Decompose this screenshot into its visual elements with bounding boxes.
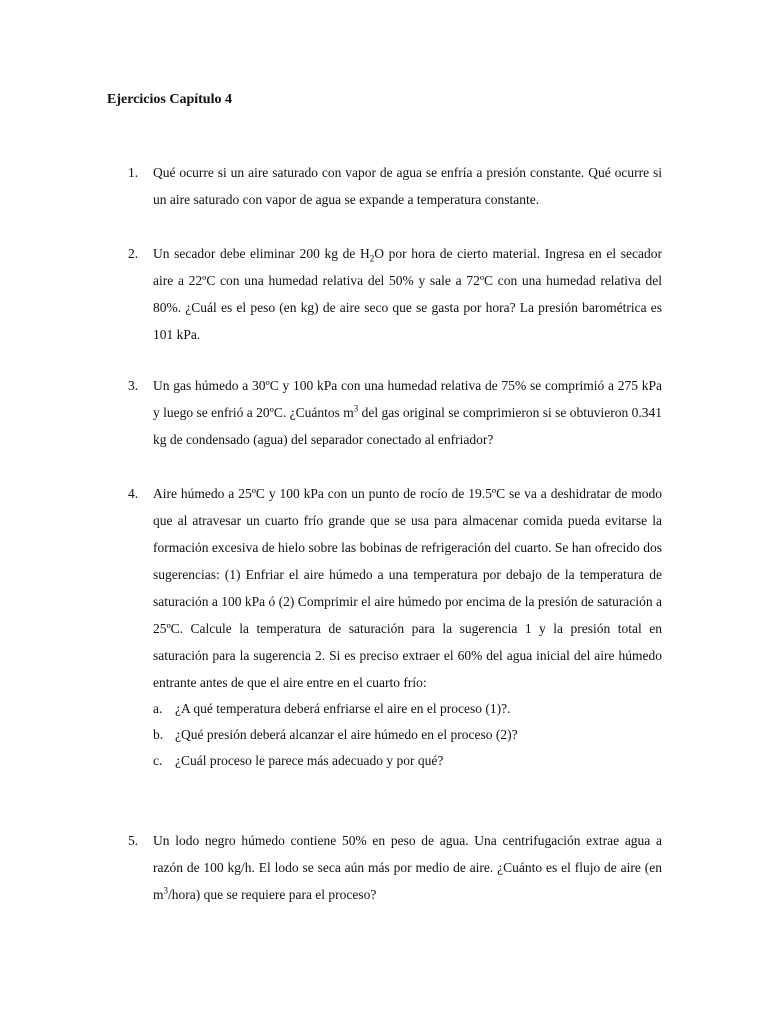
- list-item-5: [128, 827, 662, 908]
- sub-item-text: ¿A qué temperatura deberá enfriarse el aire en el proceso (1)?.: [175, 701, 511, 716]
- page-title: Ejercicios Capítulo 4: [107, 92, 232, 107]
- sub-item-c: [153, 748, 662, 774]
- item-text: Aire húmedo a 25ºC y 100 kPa con un punto de rocío de 19.5ºC se va a deshidratar de modo que al atravesar un cuarto frío grande que se usa para almacenar comida pueda evitarse la formación excesiva de hielo sobre las bobinas de refrigeración del cuarto. Se han ofrecido dos sugerencias: (1) Enfriar el aire húmedo a una temperatura por debajo de la temperatura de saturación a 100 kPa ó (2) Comprimir el aire húmedo por encima de la presión de saturación a 25ºC. Calcule la temperatura de saturación para la sugerencia 1 y la presión total en saturación para la sugerencia 2. Si es preciso extraer el 60% del agua inicial del aire húmedo entrante antes de que el aire entre en el cuarto frío:: [153, 486, 662, 690]
- item-text: [153, 827, 662, 908]
- item-number: 4.: [128, 486, 139, 501]
- sub-item-letter: a.: [153, 701, 163, 716]
- item-number: 5.: [128, 833, 139, 848]
- list-item-2: [128, 240, 662, 348]
- item-text-pre: Un secador debe eliminar 200 kg de H: [153, 246, 370, 261]
- sub-item-b: [153, 722, 662, 748]
- sub-item-a: [153, 696, 662, 722]
- item-number: 2.: [128, 246, 139, 261]
- item-text-pre: Un gas húmedo a 30ºC y 100 kPa con una humedad relativa de 75% se comprimió a 275 kPa y luego se enfrió a 20ºC. ¿Cuántos m: [153, 378, 662, 420]
- list-item-1: [128, 159, 662, 213]
- list-item-3: [128, 372, 662, 453]
- sub-item-text: ¿Qué presión deberá alcanzar el aire húmedo en el proceso (2)?: [175, 727, 518, 742]
- sub-item-letter: c.: [153, 753, 163, 768]
- superscript: 3: [163, 885, 169, 896]
- item-text-part: Qué ocurre si un aire saturado con vapor de agua se enfría a presión constante. Qué ocurre si un aire saturado con vapor de agua se expande a temperatura constante.: [153, 165, 662, 207]
- item-text: [153, 372, 662, 453]
- item-number: 3.: [128, 378, 139, 393]
- sub-item-text: ¿Cuál proceso le parece más adecuado y por qué?: [175, 753, 444, 768]
- sub-item-letter: b.: [153, 727, 164, 742]
- item-number: 1.: [128, 165, 139, 180]
- subscript: 2: [369, 253, 375, 264]
- item-text-post: /hora) que se requiere para el proceso?: [168, 887, 377, 902]
- sub-list: [153, 696, 662, 774]
- superscript: 3: [353, 403, 359, 414]
- item-text-post: O por hora de cierto material. Ingresa en el secador aire a 22ºC con una humedad relativa del 50% y sale a 72ºC con una humedad relativa del 80%. ¿Cuál es el peso (en kg) de aire seco que se gasta por hora? La presión barométrica es 101 kPa.: [153, 246, 662, 342]
- item-text-post: del gas original se comprimieron si se obtuvieron 0.341 kg de condensado (agua) del separador conectado al enfriador?: [153, 405, 662, 447]
- item-text-pre: Un lodo negro húmedo contiene 50% en peso de agua. Una centrifugación extrae agua a razón de 100 kg/h. El lodo se seca aún más por medio de aire. ¿Cuánto es el flujo de aire (en m: [153, 833, 662, 902]
- item-text: [153, 240, 662, 348]
- list-item-4: [128, 480, 662, 774]
- item-text: [153, 159, 662, 213]
